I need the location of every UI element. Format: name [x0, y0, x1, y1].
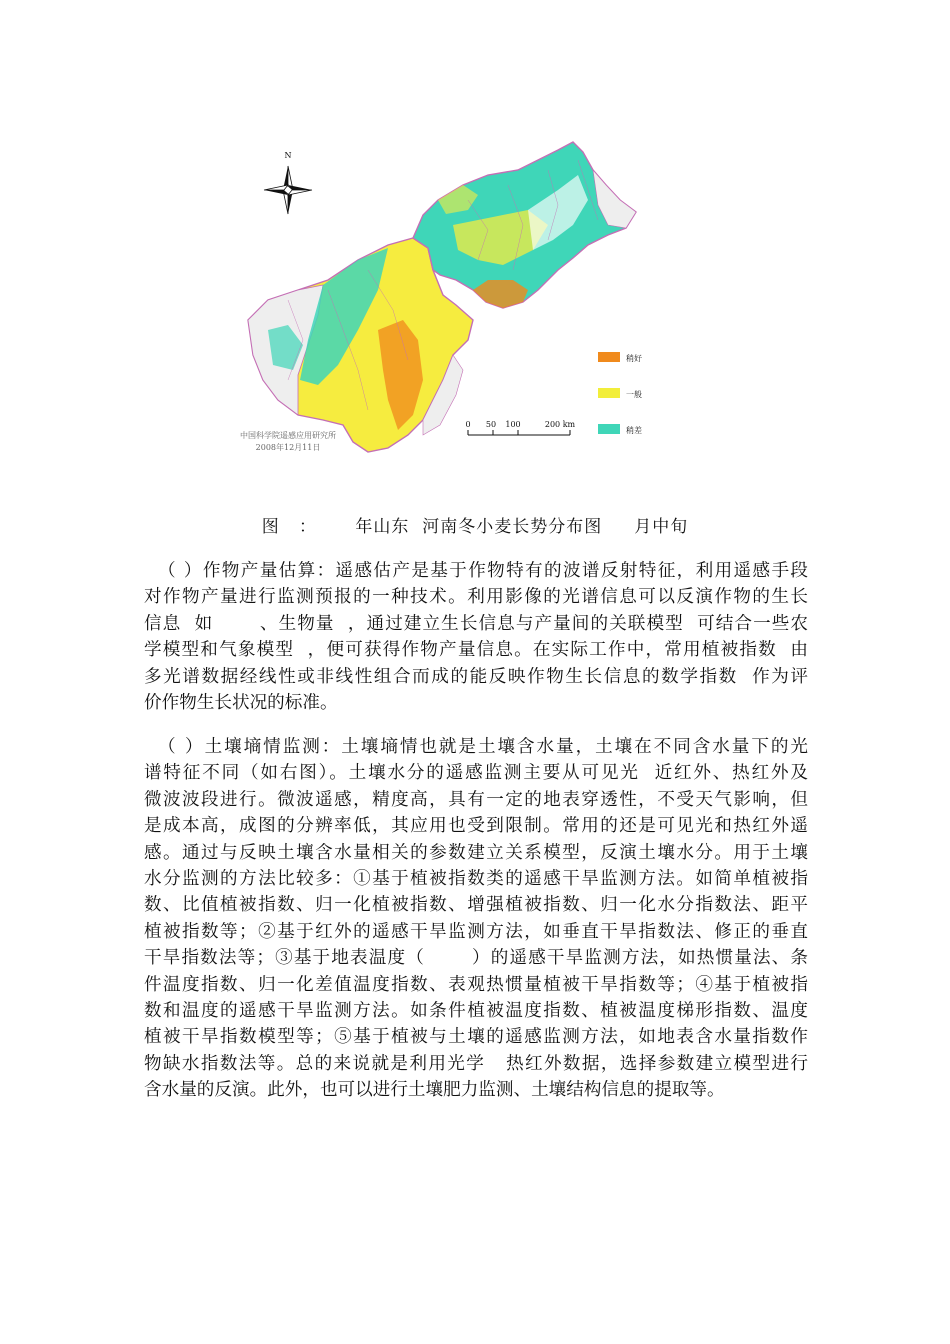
- legend-label-good: 稍好: [626, 354, 642, 363]
- paragraph-line: 微波波段进行。微波遥感，精度高，具有一定的地表穿透性，不受天气影响，但: [144, 789, 808, 810]
- map-legend: [598, 352, 642, 435]
- paragraph-line: 干旱指数法等；③基于地表温度（ ）的遥感干旱监测方法，如热惯量法、条: [144, 948, 808, 969]
- map-organization: 中国科学院遥感应用研究所: [240, 431, 336, 440]
- paragraph-line: 植被干旱指数模型等；⑤基于植被与土壤的遥感监测方法，如地表含水量指数作: [144, 1027, 808, 1048]
- paragraph-line: 数和温度的遥感干旱监测方法。如条件植被温度指数、植被温度梯形指数、温度: [144, 1001, 808, 1022]
- paragraph-line: 价作物生长状况的标准。: [144, 693, 338, 714]
- paragraph-line: 含水量的反演。此外，也可以进行土壤肥力监测、土壤结构信息的提取等。: [144, 1080, 725, 1101]
- north-arrow-icon: [264, 151, 312, 214]
- map-svg: [228, 130, 664, 470]
- scale-tick-200: 200 km: [544, 420, 576, 429]
- legend-label-poor: 稍差: [626, 426, 642, 435]
- paragraph-line: 件温度指数、归一化差值温度指数、表观热惯量植被干旱指数等；④基于植被指: [144, 974, 808, 995]
- paragraph-line: （ ）作物产量估算：遥感估产是基于作物特有的波谱反射特征，利用遥感手段: [158, 561, 808, 581]
- paragraph-line: 感。通过与反映土壤含水量相关的参数建立关系模型，反演土壤水分。用于土壤: [144, 842, 808, 863]
- paragraph-line: 谱特征不同（如右图）。土壤水分的遥感监测主要从可见光 近红外、热红外及: [144, 763, 808, 784]
- scale-tick-0: 0: [465, 420, 471, 429]
- scale-tick-50: 50: [485, 420, 497, 429]
- paragraph-line: 植被指数等；②基于红外的遥感干旱监测方法，如垂直干旱指数法、修正的垂直: [144, 921, 808, 942]
- paragraph-line: 物缺水指数法等。总的来说就是利用光学 热红外数据，选择参数建立模型进行: [144, 1053, 808, 1074]
- paragraph-line: 学模型和气象模型 ，便可获得作物产量信息。在实际工作中，常用植被指数 由: [144, 640, 808, 661]
- paragraph-line: 信息 如 、生物量 ，通过建立生长信息与产量间的关联模型 可结合一些农: [144, 613, 808, 634]
- paragraph-line: 对作物产量进行监测预报的一种技术。利用影像的光谱信息可以反演作物的生长: [144, 587, 808, 608]
- paragraph-line: 多光谱数据经线性或非线性组合而成的能反映作物生长信息的数学指数 作为评: [144, 666, 808, 687]
- scale-bar: [465, 420, 575, 435]
- shandong-region: [413, 142, 636, 308]
- paragraph-yield-estimation: [144, 558, 808, 716]
- scale-tick-100: 100: [505, 420, 521, 429]
- legend-swatch-good: [598, 352, 620, 362]
- paragraph-line: 数、比值植被指数、归一化植被指数、增强植被指数、归一化水分指数法、距平: [144, 895, 808, 916]
- legend-swatch-poor: [598, 424, 620, 434]
- paragraph-line: 水分监测的方法比较多：①基于植被指数类的遥感干旱监测方法。如简单植被指: [144, 869, 808, 890]
- paragraph-soil-moisture: [144, 734, 808, 1104]
- paragraph-line: 是成本高，成图的分辨率低，其应用也受到限制。常用的还是可见光和热红外遥: [144, 816, 808, 837]
- map-date: 2008年12月11日: [255, 443, 321, 452]
- north-label: N: [284, 151, 292, 160]
- legend-label-average: 一般: [626, 390, 642, 399]
- paragraph-line: （ ）土壤墒情监测：土壤墒情也就是土壤含水量，土壤在不同含水量下的光: [158, 737, 808, 757]
- legend-swatch-average: [598, 388, 620, 398]
- wheat-growth-map-figure: [228, 130, 664, 470]
- figure-caption: [0, 512, 950, 537]
- figure-caption-text: 图 ： 年山东 河南冬小麦长势分布图 月中旬: [261, 517, 689, 537]
